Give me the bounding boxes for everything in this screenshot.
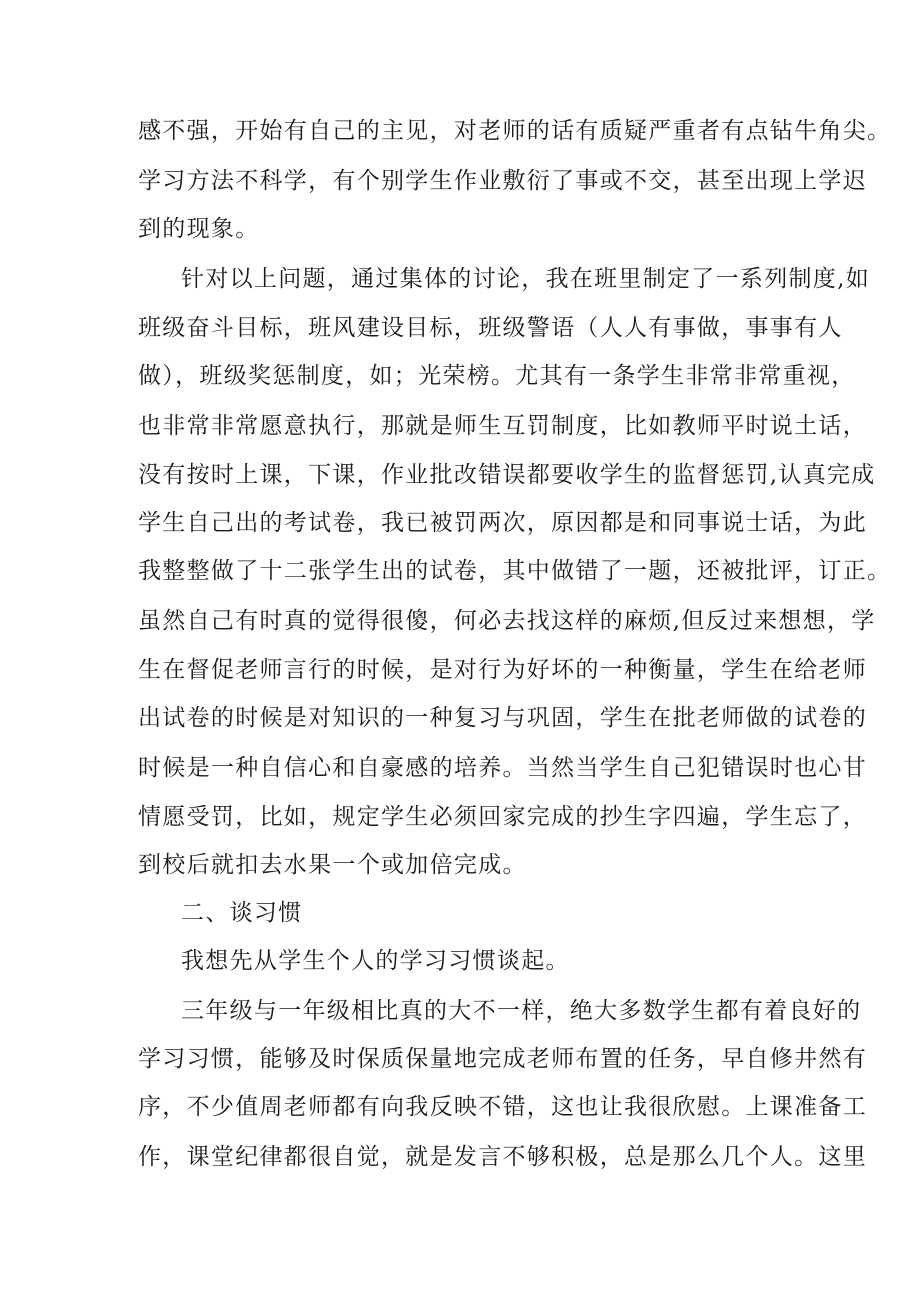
text-line: 我想先从学生个人的学习习惯谈起。	[181, 948, 570, 974]
text-line: 出试卷的时候是对知识的一种复习与巩固，学生在批老师做的试卷的	[138, 705, 867, 731]
text-line: 没有按时上课，下课，作业批改错误都要收学生的监督惩罚,认真完成	[138, 462, 876, 488]
text-line: 也非常非常愿意执行，那就是师生互罚制度，比如教师平时说土话，	[138, 413, 867, 439]
text-line: 时候是一种自信心和自豪感的培养。当然当学生自己犯错误时也心甘	[138, 755, 867, 781]
text-line: 学习方法不科学，有个别学生作业敷衍了事或不交，甚至出现上学迟	[138, 168, 867, 194]
text-line: 到校后就扣去水果一个或加倍完成。	[138, 852, 527, 878]
text-line: 学生自己出的考试卷，我已被罚两次，原因都是和同事说士话，为此	[138, 510, 867, 536]
section-heading: 二、谈习惯	[181, 900, 303, 926]
text-line: 做），班级奖惩制度，如；光荣榜。尤其有一条学生非常非常重视，	[138, 363, 856, 389]
text-line: 作，课堂纪律都很自觉，就是发言不够积极，总是那么几个人。这里	[138, 1144, 867, 1170]
text-line: 针对以上问题，通过集体的讨论，我在班里制定了一系列制度,如	[181, 266, 871, 292]
text-line: 到的现象。	[138, 216, 260, 242]
text-line: 我整整做了十二张学生出的试卷，其中做错了一题，还被批评，订正。	[138, 558, 892, 584]
text-line: 感不强，开始有自己的主见，对老师的话有质疑严重者有点钻牛角尖。	[138, 118, 892, 144]
text-line: 班级奋斗目标，班风建设目标，班级警语（人人有事做，事事有人	[138, 315, 843, 341]
text-line: 序，不少值周老师都有向我反映不错，这也让我很欣慰。上课准备工	[138, 1094, 867, 1120]
text-line: 情愿受罚，比如，规定学生必须回家完成的抄生字四遍，学生忘了，	[138, 804, 867, 830]
text-line: 学习习惯，能够及时保质保量地完成老师布置的任务，早自修井然有	[138, 1046, 867, 1072]
text-line: 虽然自己有时真的觉得很傻，何必去找这样的麻烦,但反过来想想，学	[138, 608, 876, 634]
text-line: 三年级与一年级相比真的大不一样，绝大多数学生都有着良好的	[181, 998, 862, 1024]
text-line: 生在督促老师言行的时候，是对行为好坏的一种衡量，学生在给老师	[138, 657, 867, 683]
